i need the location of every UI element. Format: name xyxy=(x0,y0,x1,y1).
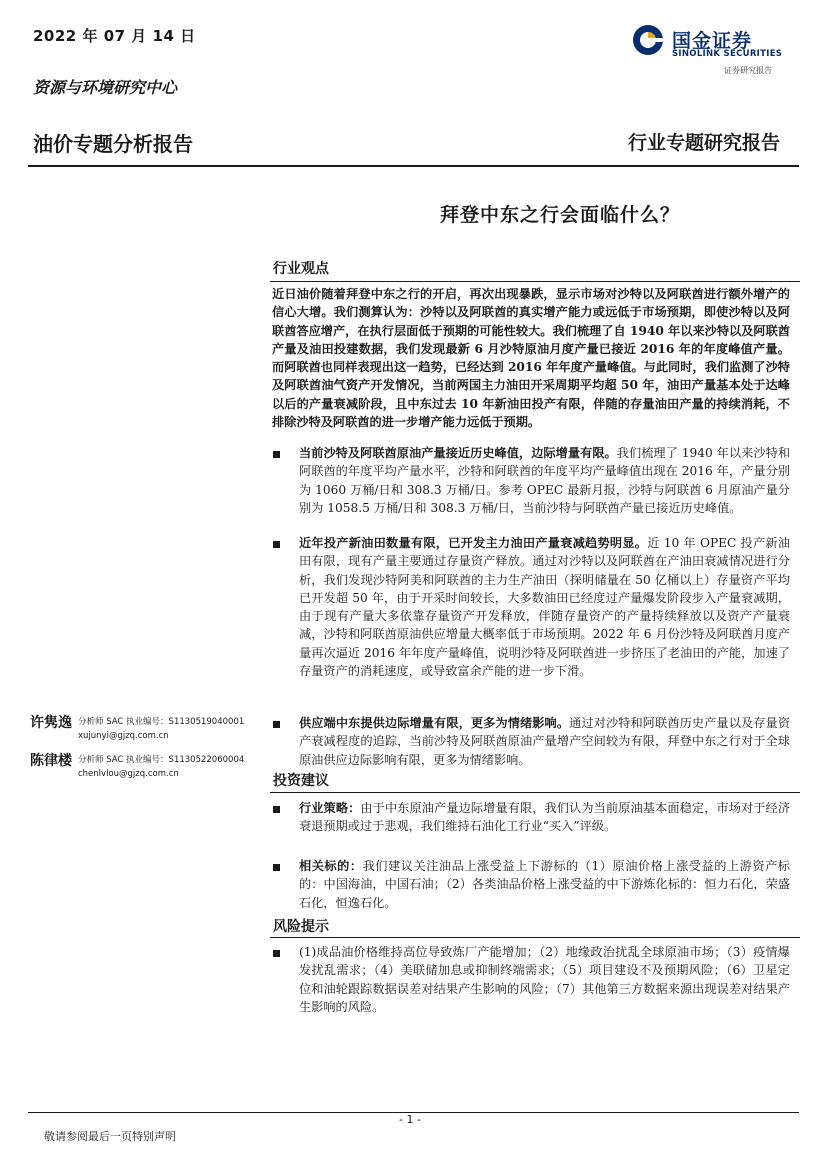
industry-bullet-3 xyxy=(299,714,790,769)
analyst-email: chenlvlou@gjzq.com.cn xyxy=(78,769,179,779)
bullet-text: 我们建议关注油品上涨受益上下游标的（1）原油价格上涨受益的上游资产标的：中国海油，中国石油；（2）各类油品价格上涨受益的中下游炼化标的：恒力石化，荣盛石化，恒逸石化。 xyxy=(299,859,790,910)
bullet-text: 通过对沙特和阿联酋历史产量以及存量资产衰减程度的追踪，当前沙特及阿联酋原油产量增产空间较为有限，拜登中东之行对于全球原油供应边际影响有限，更多为情绪影响。 xyxy=(299,716,791,767)
section-divider xyxy=(270,792,800,793)
bullet-lead: 供应端中东提供边际增量有限，更多为情绪影响。 xyxy=(299,716,570,730)
company-logo xyxy=(632,24,792,80)
page-number: - 1 - xyxy=(395,1113,425,1126)
industry-bullet-1 xyxy=(299,444,790,517)
analyst-cert: 分析师 SAC 执业编号：S1130519040001 xyxy=(78,717,245,727)
industry-bullet-2 xyxy=(299,534,790,680)
bullet-lead: 行业策略： xyxy=(299,801,361,815)
analyst-cert: 分析师 SAC 执业编号：S1130522060004 xyxy=(78,755,245,765)
bullet-icon xyxy=(273,950,280,957)
bullet-icon xyxy=(273,721,280,728)
analyst-name: 陈律楼 xyxy=(30,753,72,769)
bullet-text: 近 10 年 OPEC 投产新油田有限，现有产量主要通过存量资产释放。通过对沙特以及阿联酋在产油田衰减情况进行分析，我们发现沙特阿美和阿联酋的主力生产油田（探明储量在 50 亿桶以上）存量资产平均已开发超 50 年，由于开采时间较长，大多数油田已经度过产量爆发阶段步入产量衰减期，由于现有产量大多依靠存量资产开发释放，伴随存量资产的产量持续释放以及资产产量衰减，沙特和阿联酋原油供应增量大概率低于市场预期。2022 年 6 月份沙特及阿联酋月度产量再次逼近 2016 年年度产量峰值，说明沙特及阿联酋进一步挤压了老油田的产能，加速了存量资产的消耗速度，或导致富余产能的进一步下滑。 xyxy=(299,536,791,679)
analyst-email: xujunyi@gjzq.com.cn xyxy=(78,731,169,741)
analyst-name: 许隽逸 xyxy=(30,715,72,731)
risk-text: (1)成品油价格维持高位导致炼厂产能增加；（2）地缘政治扰乱全球原油市场；（3）疫情爆发扰乱需求；（4）美联储加息或抑制终端需求；（5）项目建设不及预期风险；（6）卫星定位和油轮跟踪数据误差对结果产生影响的风险；（7）其他第三方数据来源出现误差对结果产生影响的风险。 xyxy=(299,945,790,1014)
research-center: 资源与环境研究中心 xyxy=(33,78,178,97)
logo-subtitle: 证券研究报告 xyxy=(724,66,772,75)
bullet-icon xyxy=(273,806,280,813)
bullet-lead: 当前沙特及阿联酋原油产量接近历史峰值，边际增量有限。 xyxy=(299,446,617,460)
report-series-title: 油价专题分析报告 xyxy=(33,132,193,156)
section-divider xyxy=(270,281,800,282)
report-type: 行业专题研究报告 xyxy=(627,132,780,154)
industry-intro: 近日油价随着拜登中东之行的开启，再次出现暴跌，显示市场对沙特以及阿联酋进行额外增产的信心大增。我们测算认为：沙特以及阿联酋的真实增产能力或远低于市场预期，即使沙特以及阿联酋答应增产，在执行层面低于预期的可能性较大。我们梳理了自 1940 年以来沙特以及阿联酋产量及油田投建数据，我们发现最新 6 月沙特原油月度产量已接近 2016 年的年度峰值产量。而阿联酋也同样表现出这一趋势，已经达到 2016 年年度产量峰值。与此同时，我们监测了沙特及阿联酋油气资产开发情况，当前两国主力油田开采周期平均超 50 年，油田产量基本处于达峰以后的产量衰减阶段，且中东过去 10 年新油田投产有限，伴随的存量油田产量的持续消耗，不排除沙特及阿联酋的进一步增产能力远低于预期。 xyxy=(272,287,790,430)
footer-disclaimer: 敬请参阅最后一页特别声明 xyxy=(44,1130,176,1143)
section-heading-risk: 风险提示 xyxy=(273,919,329,935)
logo-name-en: SINOLINK SECURITIES xyxy=(672,49,783,59)
investment-bullet-2 xyxy=(299,857,790,912)
sinolink-logo-icon xyxy=(632,24,664,56)
bullet-text: 我们梳理了 1940 年以来沙特和阿联酋的年度平均产量水平，沙特和阿联酋的年度平均产量峰值出现在 2016 年，产量分别为 1060 万桶/日和 308.3 万桶/日。参考 OPEC 最新月报，沙特与阿联酋 6 月原油产量分别为 1058.5 万桶/日和 308.3 万桶/日，当前沙特与阿联酋产量已接近历史峰值。 xyxy=(299,446,791,515)
investment-bullet-1 xyxy=(299,799,790,836)
main-title: 拜登中东之行会面临什么？ xyxy=(439,204,680,226)
section-divider xyxy=(270,937,800,938)
bullet-lead: 近年投产新油田数量有限，已开发主力油田产量衰减趋势明显。 xyxy=(299,536,648,550)
report-date: 2022 年 07 月 14 日 xyxy=(33,27,196,45)
bullet-icon xyxy=(273,541,280,548)
section-heading-industry-view: 行业观点 xyxy=(273,261,329,277)
bullet-icon xyxy=(273,864,280,871)
bullet-text: 由于中东原油产量边际增量有限，我们认为当前原油基本面稳定，市场对于经济衰退预期或过于悲观，我们维持石油化工行业“买入”评级。 xyxy=(299,801,791,834)
header-divider xyxy=(28,165,799,167)
logo-name-cn: 国金证券 xyxy=(672,30,753,52)
section-heading-investment: 投资建议 xyxy=(273,773,329,789)
bullet-icon xyxy=(273,451,280,458)
bullet-lead: 相关标的： xyxy=(299,859,363,873)
